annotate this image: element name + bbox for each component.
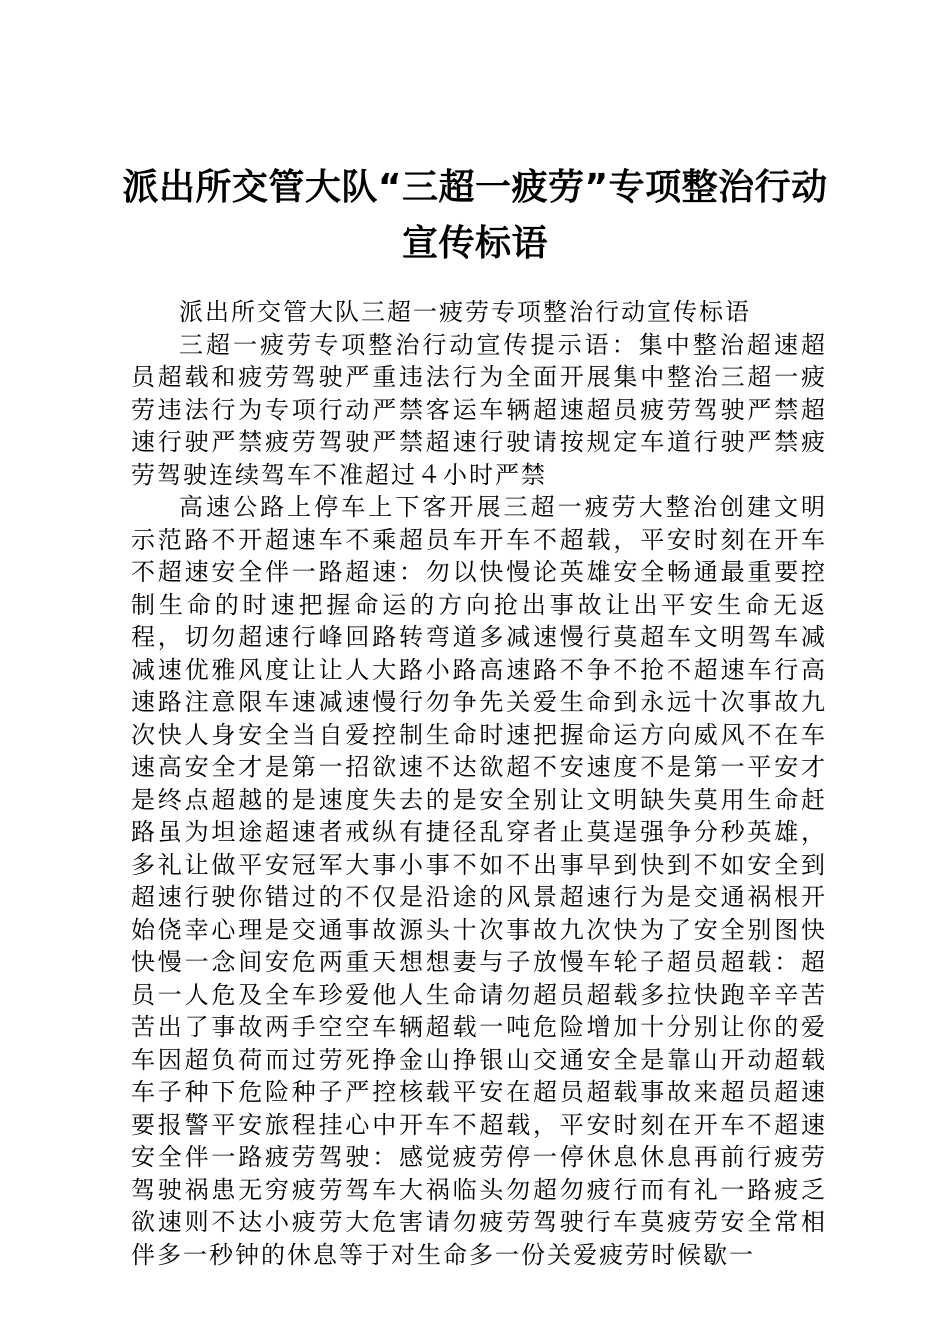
document-body (131, 296, 827, 1271)
document-title: 派出所交管大队“三超一疲劳”专项整治行动宣传标语 (122, 167, 828, 264)
paragraph-subtitle: 派出所交管大队三超一疲劳专项整治行动宣传标语 (179, 298, 751, 326)
paragraph-prompts: 三超一疲劳专项整治行动宣传提示语：集中整治超速超员超载和疲劳驾驶严重违法行为全面开展集中整治三超一疲劳违法行为专项行动严禁客运车辆超速超员疲劳驾驶严禁超速行驶严禁疲劳驾驶严禁超速行驶请按规定车道行驶严禁疲劳驾驶连续驾车不准超过４小时严禁 (131, 330, 827, 489)
paragraph-slogans: 高速公路上停车上下客开展三超一疲劳大整治创建文明示范路不开超速车不乘超员车开车不超载，平安时刻在开车不超速安全伴一路超速：勿以快慢论英雄安全畅通最重要控制生命的时速把握命运的方向抢出事故让出平安生命无返程，切勿超速行峰回路转弯道多减速慢行莫超车文明驾车减减速优雅风度让让人大路小路高速路不争不抢不超速车行高速路注意限车速减速慢行勿争先关爱生命到永远十次事故九次快人身安全当自爱控制生命时速把握命运方向威风不在车速高安全才是第一招欲速不达欲超不安速度不是第一平安才是终点超越的是速度失去的是安全别让文明缺失莫用生命赶路虽为坦途超速者戒纵有捷径乱穿者止莫逞强争分秒英雄，多礼让做平安冠军大事小事不如不出事早到快到不如安全到超速行驶你错过的不仅是沿途的风景超速行为是交通祸根开始侥幸心理是交通事故源头十次事故九次快为了安全别图快快慢一念间安危两重天想想妻与子放慢车轮子超员超载：超员一人危及全车珍爱他人生命请勿超员超载多拉快跑辛辛苦苦出了事故两手空空车辆超载一吨危险增加十分别让你的爱车因超负荷而过劳死挣金山挣银山交通安全是靠山开动超载车子种下危险种子严控核载平安在超员超载事故来超员超速要报警平安旅程挂心中开车不超载，平安时刻在开车不超速安全伴一路疲劳驾驶：感觉疲劳停一停休息休息再前行疲劳驾驶祸患无穷疲劳驾车大祸临头勿超勿疲行而有礼一路疲乏欲速则不达小疲劳大危害请勿疲劳驾驶行车莫疲劳安全常相伴多一秒钟的休息等于对生命多一份关爱疲劳时候歇一 (131, 493, 827, 1269)
